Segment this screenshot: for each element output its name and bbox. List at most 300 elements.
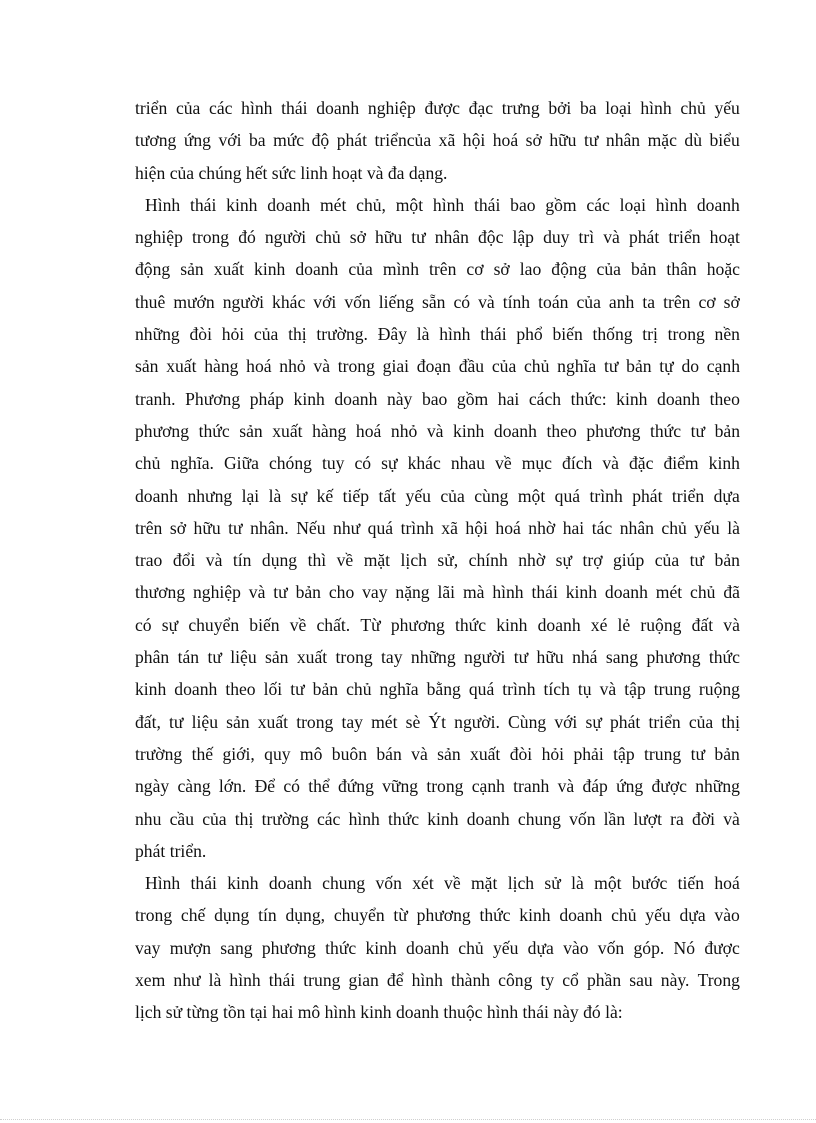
word: công [498, 970, 533, 991]
word: bản [630, 259, 657, 280]
word: bao [421, 388, 448, 409]
word: nghĩa. [170, 453, 214, 474]
word: tư [690, 420, 706, 441]
word: kinh [135, 679, 167, 700]
word: với [554, 711, 578, 732]
paragraph-line [135, 480, 740, 512]
word: trong [191, 227, 230, 248]
word: mặc [647, 130, 677, 151]
word: liệu [230, 647, 257, 668]
word: loại [605, 98, 632, 118]
word: chủ [661, 517, 687, 538]
word: doanh [334, 388, 378, 409]
word: hữu [549, 130, 577, 151]
word: nhân [434, 227, 469, 248]
word: mục [521, 453, 552, 474]
word: hoá [246, 356, 272, 377]
word: kinh [226, 194, 258, 215]
word: buôn [331, 743, 367, 764]
word: sự [381, 453, 398, 474]
word: bản [626, 356, 652, 377]
paragraph-line [135, 964, 740, 996]
word: kinh [365, 937, 397, 958]
word: nặng [395, 582, 430, 603]
word: trình [589, 485, 623, 506]
word: hình [492, 582, 524, 603]
word: trì [578, 227, 595, 248]
word: thị [288, 324, 307, 345]
word: hữu [193, 517, 221, 538]
word: toán [538, 291, 569, 312]
word: doanh [295, 259, 339, 280]
word: sang [605, 647, 639, 668]
word: biến [249, 614, 280, 635]
word: tích [543, 679, 570, 700]
word: bản [312, 679, 339, 700]
word: về [444, 873, 461, 894]
word: ruộng [698, 679, 740, 700]
word: đó [238, 227, 256, 248]
word: hữu [536, 647, 564, 668]
word: xé [590, 614, 608, 635]
word: hoá [355, 420, 382, 441]
word: hoá [495, 517, 521, 538]
word: của [175, 98, 201, 118]
word: triển [668, 227, 701, 248]
word: đặc [628, 453, 654, 474]
word: phát [632, 485, 663, 506]
word: vốn [569, 808, 596, 829]
word: đòi [189, 324, 212, 345]
word: mà [462, 582, 485, 603]
word: nghĩa [379, 679, 419, 700]
word: càng [177, 776, 211, 797]
word: trường [261, 808, 309, 829]
word: trong [337, 356, 375, 377]
word: trong [296, 711, 334, 732]
word: lịch [400, 550, 427, 571]
word: cho [328, 582, 355, 603]
word: và [723, 808, 740, 829]
word: doanh [604, 582, 648, 603]
word: hữu [374, 227, 403, 248]
word: tập [624, 679, 646, 700]
word: tác [591, 517, 613, 538]
word: là [268, 485, 282, 506]
word: thuê [135, 291, 166, 312]
word: của [688, 711, 714, 732]
word: doanh [316, 98, 360, 118]
word: trình [502, 679, 536, 700]
word: thái [480, 324, 507, 345]
word: đất, [135, 711, 161, 732]
word: nghiệp [193, 582, 241, 603]
word: thân [666, 259, 697, 280]
word: thức [198, 420, 230, 441]
word: thái [268, 970, 296, 991]
word: sự [555, 550, 572, 571]
word: ba [580, 98, 597, 118]
word: tập [613, 743, 635, 764]
word: và [248, 582, 266, 603]
word: doanh [466, 808, 510, 829]
word: Nó [673, 937, 696, 958]
word: thức [325, 937, 357, 958]
word: chung [322, 873, 366, 894]
word: nhân. [250, 517, 289, 538]
word: yếu [694, 517, 720, 538]
word: phân [135, 647, 170, 668]
word: loại [619, 194, 646, 215]
word: phần [586, 970, 622, 991]
word: thức: [570, 388, 607, 409]
word: và [411, 743, 428, 764]
word: phương [586, 420, 641, 441]
word: trong [335, 647, 373, 668]
word: tư [513, 647, 529, 668]
word: gồm [545, 194, 577, 215]
paragraph-line [135, 770, 740, 802]
word: tán [177, 647, 200, 668]
word: kinh [708, 453, 740, 474]
word: quá [468, 679, 495, 700]
word: gian [348, 970, 379, 991]
word: sẵn [421, 291, 446, 312]
word: như [333, 517, 361, 538]
word: có [354, 453, 372, 474]
word: và [723, 614, 740, 635]
word: mượn [169, 937, 212, 958]
word: phát [336, 130, 367, 151]
word: doanh [406, 937, 450, 958]
word: hội [465, 517, 488, 538]
word: sản [180, 259, 204, 280]
word: nhu [135, 808, 162, 829]
word: ruộng [640, 614, 682, 635]
word: bản [295, 582, 321, 603]
word: động [135, 259, 171, 280]
word: vốn [344, 291, 371, 312]
word: về [495, 453, 512, 474]
word: tư [411, 227, 426, 248]
word: phổ [516, 324, 543, 345]
word: giới, [222, 743, 255, 764]
word: hình [348, 808, 380, 829]
word: ngày [135, 776, 170, 797]
word: của [348, 259, 373, 280]
word: mặt [470, 873, 498, 894]
word: tư [228, 517, 243, 538]
word: vững [382, 776, 419, 797]
word: thức [708, 647, 740, 668]
word: và [478, 291, 495, 312]
word: một [594, 873, 622, 894]
word: hàng [312, 420, 347, 441]
word: tín [258, 905, 277, 926]
word: thái [473, 194, 501, 215]
word: kinh [227, 873, 259, 894]
word: dụng [261, 550, 298, 571]
word: chủ [611, 905, 637, 926]
word: sở [525, 130, 542, 151]
word: ta [642, 291, 656, 312]
word: nhân [605, 130, 641, 151]
word: sản [265, 647, 289, 668]
word: lao [519, 259, 542, 280]
word: tư [207, 647, 222, 668]
paragraph-line [135, 415, 740, 447]
word: nhỏ [279, 356, 306, 377]
word: hình [411, 970, 443, 991]
word: gồm [456, 388, 489, 409]
word: hai [562, 517, 585, 538]
word: sự [585, 711, 602, 732]
word: xuất [470, 743, 501, 764]
word: thành [450, 970, 491, 991]
word: và [557, 776, 575, 797]
word: và [599, 679, 617, 700]
word: lịch [507, 873, 535, 894]
word: của [491, 356, 517, 377]
word: của [654, 550, 680, 571]
word: chủ [524, 356, 550, 377]
word: phương [416, 905, 471, 926]
word: nghĩa [557, 356, 597, 377]
word: liệu [191, 711, 219, 732]
paragraph-line [135, 447, 740, 479]
word: tư [169, 711, 184, 732]
word: nhân [619, 517, 654, 538]
word: lẻ [617, 614, 631, 635]
word: trình [400, 517, 434, 538]
word: kinh [293, 388, 325, 409]
word: với [313, 291, 337, 312]
word: ba [248, 130, 266, 151]
paragraph-line [135, 673, 740, 705]
word: cạnh [706, 356, 740, 377]
word: mét [319, 194, 347, 215]
word: để [386, 970, 404, 991]
word: những [410, 647, 456, 668]
word: kinh [453, 420, 485, 441]
word: xuất [166, 356, 197, 377]
paragraph-line [135, 318, 740, 350]
word: tay [341, 711, 363, 732]
word: anh [608, 291, 635, 312]
word: triển [648, 711, 681, 732]
paragraph-line: phát triển. [135, 840, 207, 861]
paragraph-line [135, 609, 740, 641]
word: mướn [173, 291, 215, 312]
word: độc [478, 227, 504, 248]
word: chính [468, 550, 508, 571]
word: sau [629, 970, 653, 991]
paragraph-line [135, 383, 740, 415]
word: sở [349, 227, 366, 248]
word: hình [640, 98, 672, 118]
paragraph-line [135, 932, 740, 964]
word: tuy [321, 453, 345, 474]
word: yếu [645, 905, 671, 926]
word: Giữa [223, 453, 259, 474]
word: hoá [492, 130, 519, 151]
word: mét [655, 582, 683, 603]
word: Hình [145, 194, 181, 215]
word: chuyển [188, 614, 240, 635]
word: tiến [677, 873, 705, 894]
word: điểm [663, 453, 699, 474]
word: vốn [597, 937, 625, 958]
word: có [453, 291, 471, 312]
word: tư [689, 550, 705, 571]
word: nhờ [528, 517, 556, 538]
word: tranh. [135, 388, 176, 409]
body-text [135, 92, 740, 1029]
paragraph-line [135, 221, 740, 253]
paragraph-line [135, 350, 740, 382]
word: từ [393, 905, 408, 926]
word: bản [714, 420, 740, 441]
word: sở [493, 259, 510, 280]
paragraph-line [135, 124, 740, 156]
word: trị [642, 324, 658, 345]
word: doanh [537, 614, 581, 635]
word: chủ [315, 227, 341, 248]
word: lớn. [218, 776, 247, 797]
word: thái [189, 194, 217, 215]
word: sang [220, 937, 253, 958]
word: thái [190, 873, 217, 894]
word: liếng [378, 291, 414, 312]
word: đáp [582, 776, 608, 797]
word: dựa [713, 485, 740, 506]
word: kinh [565, 582, 598, 603]
word: và [205, 550, 223, 571]
word: tính [502, 291, 531, 312]
word: kinh [519, 905, 551, 926]
word: thương [135, 582, 186, 603]
word: đòi [509, 743, 533, 764]
word: người [264, 227, 307, 248]
word: nhau [450, 453, 486, 474]
word: dụng, [285, 905, 326, 926]
word: trung [303, 970, 341, 991]
word: khác [272, 291, 306, 312]
word: hình [432, 194, 465, 215]
word: hình [241, 98, 273, 118]
word: pháp [249, 388, 284, 409]
word: doanh [267, 194, 311, 215]
word: chủ [690, 582, 716, 603]
word: trợ [582, 550, 603, 571]
paragraph-line [135, 706, 740, 738]
word: của [576, 291, 601, 312]
word: giai [382, 356, 410, 377]
word: trường [135, 743, 183, 764]
word: là [727, 517, 740, 538]
paragraph-3 [135, 867, 740, 1028]
word: đầu [458, 356, 485, 377]
word: vay [362, 582, 388, 603]
word: sản [239, 420, 263, 441]
paragraph-line: hiện của chúng hết sức linh hoạt và đa dạng. [135, 162, 448, 183]
word: và [313, 356, 331, 377]
word: trưng [501, 98, 540, 118]
word: một [517, 485, 546, 506]
word: sở [169, 517, 187, 538]
word: yếu [714, 98, 740, 118]
word: hình [229, 970, 261, 991]
word: trong [667, 324, 705, 345]
paragraph-line [135, 512, 740, 544]
word: cùng [474, 485, 509, 506]
word: hoặc [706, 259, 740, 280]
word: sè [405, 711, 421, 732]
word: thế [191, 743, 214, 764]
word: biến [552, 324, 583, 345]
word: yếu [405, 485, 431, 506]
word: là [571, 873, 584, 894]
word: dựa [679, 905, 706, 926]
word: sản [135, 356, 159, 377]
word: kinh [496, 614, 528, 635]
word: cạnh [471, 776, 505, 797]
word: dụng [214, 905, 250, 926]
word: kinh [254, 259, 286, 280]
word: tương [135, 130, 177, 151]
word: triểncủa [374, 130, 432, 151]
word: người [464, 647, 506, 668]
paragraph-line [135, 189, 740, 221]
word: nhỏ [390, 420, 418, 441]
word: có [135, 614, 152, 635]
word: cách [528, 388, 562, 409]
word: đã [723, 582, 740, 603]
word: đạc [468, 98, 494, 118]
word: thống [592, 324, 633, 345]
word: nhưng [187, 485, 233, 506]
word: quá [554, 485, 581, 506]
word: thức [388, 808, 420, 829]
word: bán [376, 743, 402, 764]
word: về [289, 614, 307, 635]
word: bao [510, 194, 536, 215]
word: trung [644, 743, 682, 764]
word: sản [226, 711, 250, 732]
word: Trong [697, 970, 740, 991]
word: người [222, 291, 265, 312]
word: phải [573, 743, 604, 764]
word: phương [646, 647, 701, 668]
word: tụ [577, 679, 592, 700]
word: này [386, 388, 413, 409]
word: đất [691, 614, 714, 635]
word: mặt [363, 550, 391, 571]
word: phương [135, 420, 190, 441]
word: xem [135, 970, 166, 991]
word: đứng [337, 776, 374, 797]
word: xét [412, 873, 434, 894]
word: cơ [698, 291, 716, 312]
word: các [209, 98, 233, 118]
word: mô [299, 743, 323, 764]
word: biểu [709, 130, 740, 151]
word: phương [390, 614, 445, 635]
word: hai [497, 388, 520, 409]
word: thái [281, 98, 308, 118]
paragraph-2 [135, 189, 740, 867]
word: theo [225, 679, 256, 700]
